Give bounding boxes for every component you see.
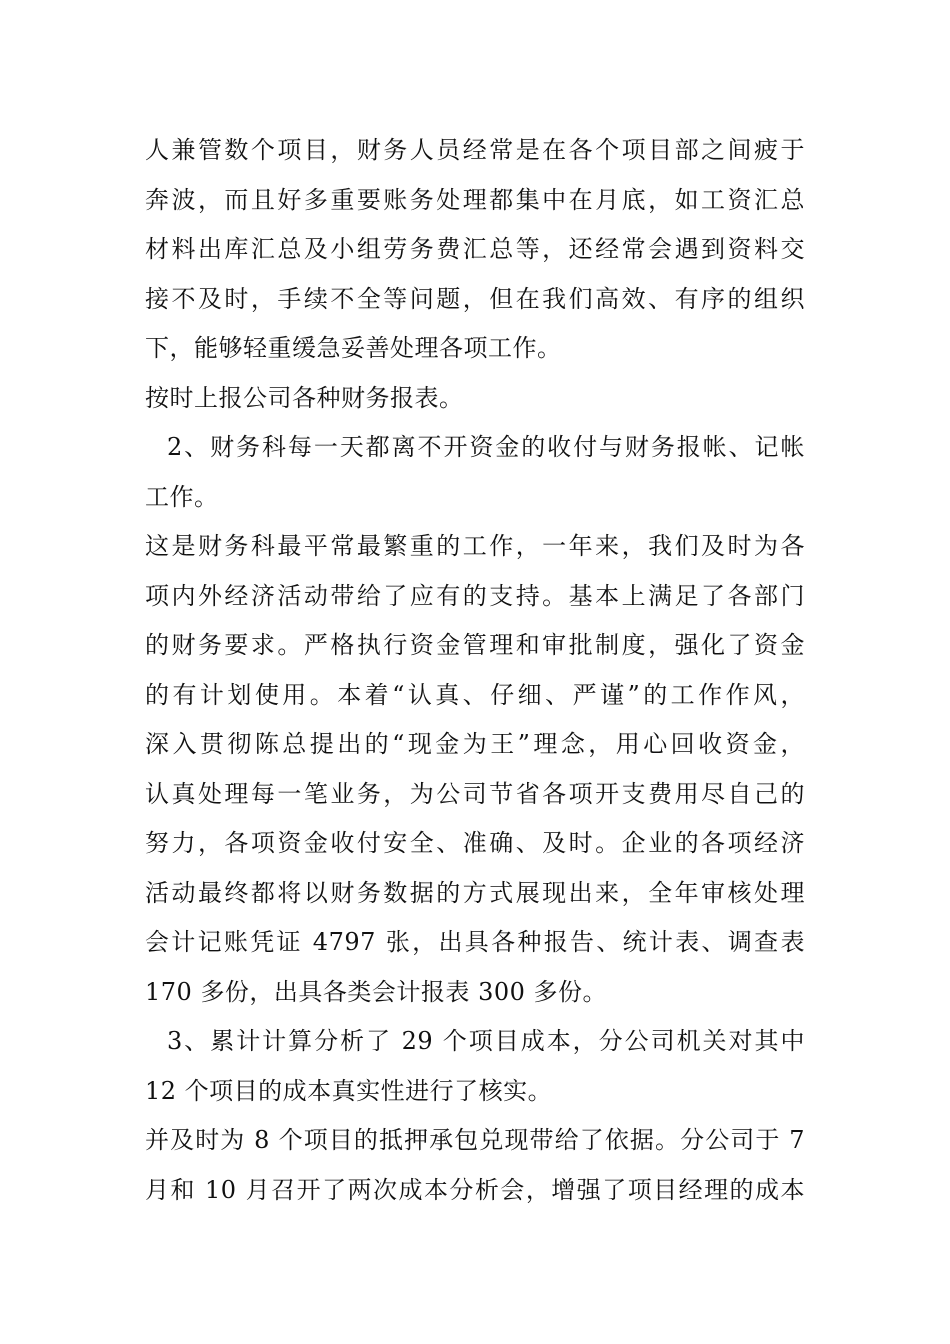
text-line: 下，能够轻重缓急妥善处理各项工作。 [145, 334, 562, 362]
text-line: 月和 10 月召开了两次成本分析会，增强了项目经理的成本 [145, 1175, 805, 1204]
text-line: 认真处理每一笔业务，为公司节省各项开支费用尽自己的 [145, 779, 805, 808]
text-line: 这是财务科最平常最繁重的工作，一年来，我们及时为各 [145, 532, 805, 560]
text-line: 2、财务科每一天都离不开资金的收付与财务报帐、记帐 [167, 433, 805, 461]
text-line: 努力，各项资金收付安全、准确、及时。企业的各项经济 [145, 829, 805, 857]
text-line: 材料出库汇总及小组劳务费汇总等，还经常会遇到资料交 [145, 235, 805, 263]
text-line: 3、累计计算分析了 29 个项目成本，分公司机关对其中 [167, 1027, 805, 1055]
text-line: 按时上报公司各种财务报表。 [145, 383, 464, 412]
text-line: 接不及时，手续不全等问题，但在我们高效、有序的组织 [145, 284, 805, 313]
text-line: 深入贯彻陈总提出的“现金为王”理念，用心回收资金， [145, 730, 805, 758]
text-line: 170 多份，出具各类会计报表 300 多份。 [145, 977, 608, 1006]
text-line: 会计记账凭证 4797 张，出具各种报告、统计表、调查表 [145, 928, 805, 956]
text-line: 工作。 [145, 482, 219, 511]
text-line: 奔波，而且好多重要账务处理都集中在月底，如工资汇总 [145, 185, 805, 214]
text-line: 活动最终都将以财务数据的方式展现出来，全年审核处理 [145, 878, 805, 907]
text-line: 项内外经济活动带给了应有的支持。基本上满足了各部门 [145, 581, 805, 610]
text-line: 12 个项目的成本真实性进行了核实。 [145, 1076, 553, 1105]
text-line: 并及时为 8 个项目的抵押承包兑现带给了依据。分公司于 7 [145, 1126, 805, 1154]
text-line: 的有计划使用。本着“认真、仔细、严谨”的工作作风， [145, 680, 805, 709]
text-line: 人兼管数个项目，财务人员经常是在各个项目部之间疲于 [145, 136, 805, 164]
text-line: 的财务要求。严格执行资金管理和审批制度，强化了资金 [145, 631, 805, 659]
document-body [145, 126, 805, 1215]
